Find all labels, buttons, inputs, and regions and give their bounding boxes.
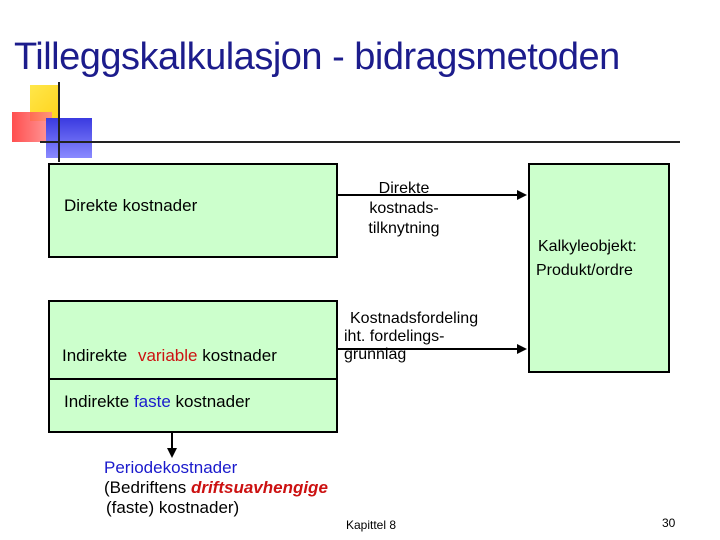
period-line3: (faste) kostnader) (106, 498, 240, 517)
allocation-line3: grunnlag (344, 346, 407, 363)
direct-connector-line2: kostnads- (369, 200, 439, 217)
fixed-highlight: faste (133, 392, 171, 411)
chapter-footer: Kapittel 8 (346, 518, 397, 532)
page-title: Tilleggskalkulasjon - bidragsmetoden (14, 36, 620, 78)
direct-costs-label: Direkte kostnader (64, 196, 198, 215)
period-line1: Periodekostnader (104, 458, 238, 477)
indirect-variable-prefix: Indirekte (62, 346, 128, 365)
period-line2-highlight: driftsuavhengige (190, 478, 328, 497)
indirect-fixed-prefix: Indirekte (64, 392, 130, 411)
allocation-line1: Kostnadsfordeling (350, 310, 479, 327)
indirect-variable-suffix: kostnader (202, 346, 277, 365)
variable-highlight: variable (137, 346, 198, 365)
period-line2-prefix: (Bedriftens (104, 478, 191, 497)
allocation-line2: iht. fordelings- (344, 328, 445, 345)
cost-object-line1: Kalkyleobjekt: (538, 238, 637, 255)
page-number: 30 (662, 516, 676, 530)
indirect-fixed-suffix: kostnader (175, 392, 251, 411)
direct-connector-line1: Direkte (378, 180, 430, 197)
cost-object-line2: Produkt/ordre (536, 262, 633, 279)
direct-connector-line3: tilknytning (368, 220, 440, 237)
